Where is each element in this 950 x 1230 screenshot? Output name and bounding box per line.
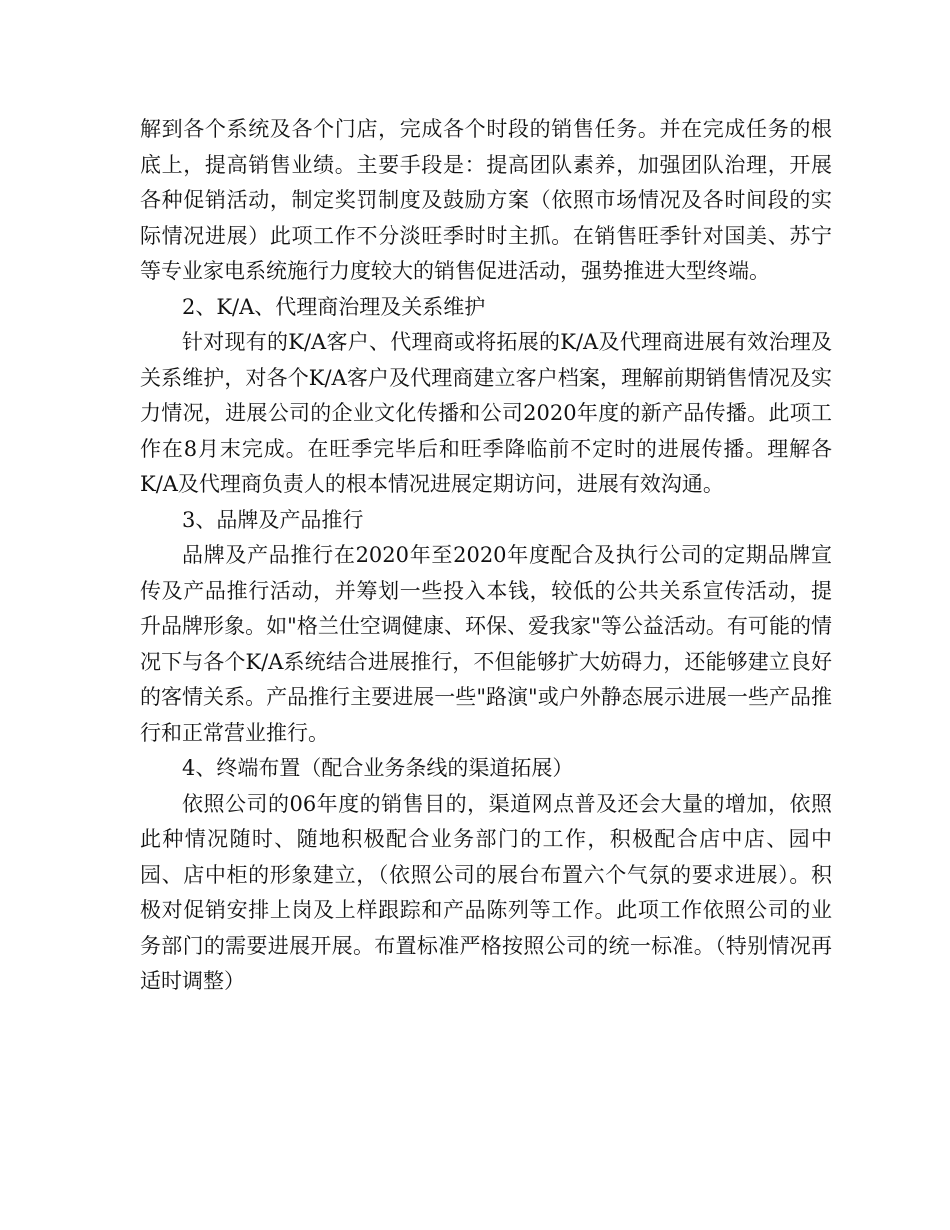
paragraph-ka-agents: 针对现有的K/A客户、代理商或将拓展的K/A及代理商进展有效治理及关系维护，对各个K/A客户及代理商建立客户档案，理解前期销售情况及实力情况，进展公司的企业文化传播和公司2020年度的新产品传播。此项工作在8月末完成。在旺季完毕后和旺季降临前不定时的进展传播。理解各K/A及代理商负责人的根本情况进展定期访问，进展有效沟通。 <box>140 330 832 496</box>
section-heading-brand-promotion: 3、品牌及产品推行 <box>182 507 364 532</box>
document-body <box>140 112 832 1000</box>
paragraph-continuation: 解到各个系统及各个门店，完成各个时段的销售任务。并在完成任务的根底上，提高销售业绩。主要手段是：提高团队素养，加强团队治理，开展各种促销活动，制定奖罚制度及鼓励方案（依照市场情况及各时间段的实际情况进展）此项工作不分淡旺季时时主抓。在销售旺季针对国美、苏宁等专业家电系统施行力度较大的销售促进活动，强势推进大型终端。 <box>140 117 832 283</box>
paragraph-terminal-layout: 依照公司的06年度的销售目的，渠道网点普及还会大量的增加，依照此种情况随时、随地积极配合业务部门的工作，积极配合店中店、园中园、店中柜的形象建立，（依照公司的展台布置六个气氛的要求进展）。积极对促销安排上岗及上样跟踪和产品陈列等工作。此项工作依照公司的业务部门的需要进展开展。布置标准严格按照公司的统一标准。（特别情况再适时调整） <box>140 791 832 993</box>
section-heading-terminal-layout: 4、终端布置（配合业务条线的渠道拓展） <box>182 756 574 780</box>
section-heading-ka-agents: 2、K/A、代理商治理及关系维护 <box>182 294 486 319</box>
paragraph-brand-promotion: 品牌及产品推行在2020年至2020年度配合及执行公司的定期品牌宣传及产品推行活动，并筹划一些投入本钱，较低的公共关系宣传活动，提升品牌形象。如"格兰仕空调健康、环保、爱我家"等公益活动。有可能的情况下与各个K/A系统结合进展推行，不但能够扩大妨碍力，还能够建立良好的客情关系。产品推行主要进展一些"路演"或户外静态展示进展一些产品推行和正常营业推行。 <box>140 543 832 745</box>
